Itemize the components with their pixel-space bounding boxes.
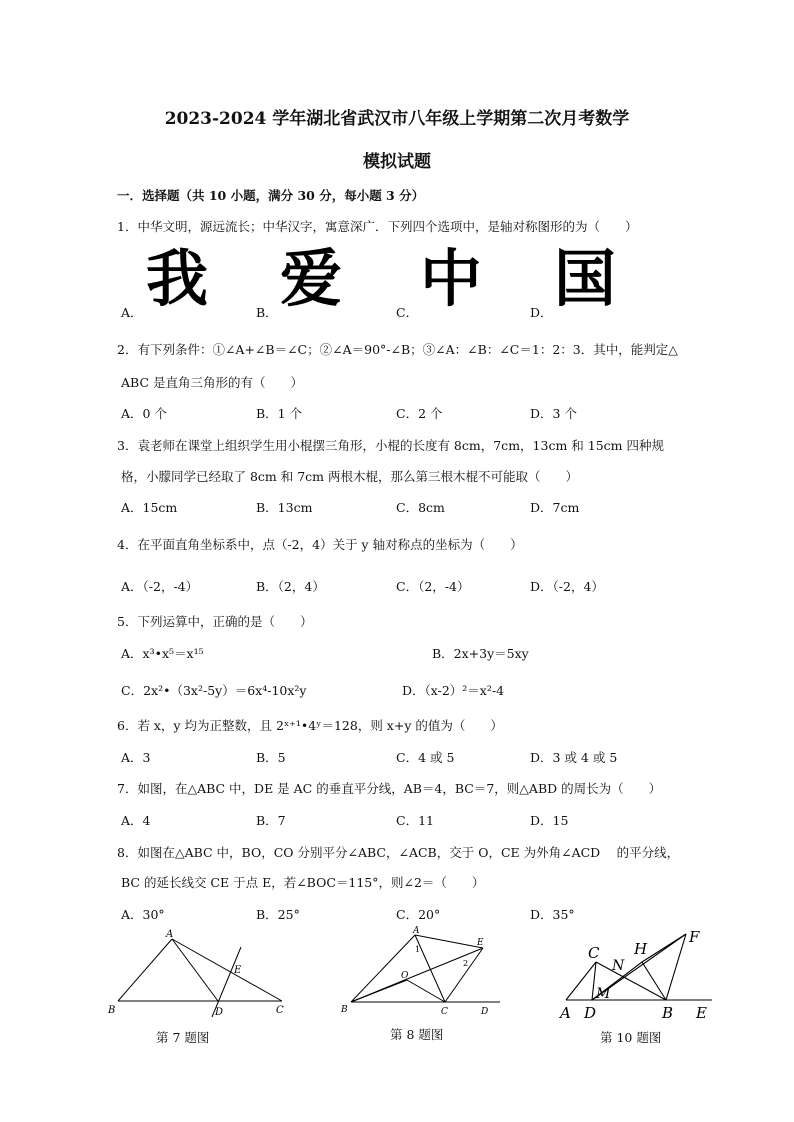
fig7-label-c: C <box>276 1005 284 1016</box>
q8-stem-line1: 8．如图在△ABC 中，BO，CO 分别平分∠ABC，∠ACB，交于 O，CE 为外角∠ACD 的平分线， <box>117 845 680 860</box>
fig10-label-a: A <box>560 1004 571 1022</box>
q6-option-c: C．4 或 5 <box>396 750 455 765</box>
q3-option-b: B．13cm <box>256 500 313 515</box>
q4-stem: 4．在平面直角坐标系中，点（-2，4）关于 y 轴对称点的坐标为（ ） <box>117 537 523 552</box>
q6-option-d: D．3 或 4 或 5 <box>530 750 618 765</box>
q1-option-c: C． <box>396 305 419 320</box>
fig8-caption: 第 8 题图 <box>390 1027 444 1042</box>
section-heading: 一．选择题（共 10 小题，满分 30 分，每小题 3 分） <box>117 188 425 203</box>
q6-option-b: B．5 <box>256 750 286 765</box>
q1-glyph-zhong: 中 <box>420 242 483 315</box>
q8-stem-line2: BC 的延长线交 CE 于点 E，若∠BOC＝115°，则∠2＝（ ） <box>121 875 485 890</box>
q5-option-c: C．2x²•（3x²-5y）＝6x⁴-10x²y <box>121 683 307 698</box>
q2-option-b: B．1 个 <box>256 406 303 421</box>
q3-option-c: C．8cm <box>396 500 445 515</box>
q3-option-a: A．15cm <box>121 500 178 515</box>
fig10-label-d: D <box>584 1004 597 1022</box>
q5-option-b: B．2x+3y＝5xy <box>432 646 529 661</box>
q5-option-a: A．x³•x⁵＝x¹⁵ <box>121 646 204 661</box>
q7-option-a: A．4 <box>121 813 151 828</box>
q8-option-c: C．20° <box>396 907 441 922</box>
q2-option-c: C．2 个 <box>396 406 443 421</box>
fig10-label-e: E <box>696 1004 707 1022</box>
q4-option-b: B．（2，4） <box>256 579 325 594</box>
q5-option-d: D．（x-2）²＝x²-4 <box>402 683 505 698</box>
fig10-label-m: M <box>596 986 611 1002</box>
figure-8 <box>335 920 510 1025</box>
fig10-label-b: B <box>662 1004 674 1022</box>
q2-option-a: A．0 个 <box>121 406 167 421</box>
q1-stem: 1．中华文明，源远流长；中华汉字，寓意深广．下列四个选项中，是轴对称图形的为（ ） <box>117 219 638 234</box>
q2-stem-line1: 2．有下列条件：①∠A+∠B＝∠C；②∠A＝90°-∠B；③∠A：∠B：∠C＝1：2：3．其中，能判定△ <box>117 342 678 357</box>
q3-stem-line1: 3．袁老师在课堂上组织学生用小棍摆三角形，小棍的长度有 8cm，7cm，13cm 和 15cm 四种规 <box>117 438 664 453</box>
q1-glyph-ai: 爱 <box>280 242 343 315</box>
figure-10 <box>552 920 722 1028</box>
fig7-caption: 第 7 题图 <box>156 1030 210 1045</box>
q3-stem-line2: 格，小朦同学已经取了 8cm 和 7cm 两根木棍，那么第三根木棍不可能取（ ） <box>121 469 579 484</box>
figure-7 <box>100 925 300 1025</box>
fig8-label-e: E <box>477 938 484 948</box>
q5-stem: 5．下列运算中，正确的是（ ） <box>117 614 313 629</box>
fig8-label-a: A <box>413 926 420 936</box>
fig10-label-h: H <box>634 940 648 958</box>
fig8-label-b: B <box>341 1005 348 1015</box>
q7-option-c: C．11 <box>396 813 434 828</box>
fig7-label-e: E <box>234 965 242 976</box>
q2-stem-line2: ABC 是直角三角形的有（ ） <box>121 375 303 390</box>
q8-option-a: A．30° <box>121 907 165 922</box>
q2-option-d: D．3 个 <box>530 406 577 421</box>
q1-option-a: A． <box>121 305 143 320</box>
q6-option-a: A．3 <box>121 750 151 765</box>
fig8-label-c: C <box>441 1007 448 1017</box>
fig8-label-o: O <box>401 971 409 981</box>
fig8-label-d: D <box>481 1007 489 1017</box>
q4-option-a: A．（-2，-4） <box>121 579 199 594</box>
fig10-caption: 第 10 题图 <box>600 1030 662 1045</box>
q1-glyph-guo: 国 <box>554 242 617 315</box>
q7-stem: 7．如图，在△ABC 中，DE 是 AC 的垂直平分线，AB＝4，BC＝7，则△ABD 的周长为（ ） <box>117 781 662 796</box>
q4-option-d: D．（-2，4） <box>530 579 604 594</box>
q6-stem: 6．若 x，y 均为正整数，且 2ˣ⁺¹•4ʸ＝128，则 x+y 的值为（ ） <box>117 718 503 733</box>
fig10-label-f: F <box>689 928 700 946</box>
q7-option-d: D．15 <box>530 813 569 828</box>
fig7-label-b: B <box>108 1005 116 1016</box>
fig10-label-n: N <box>612 958 625 974</box>
fig8-label-1: 1 <box>415 945 421 954</box>
q1-option-d: D． <box>530 305 553 320</box>
paper-title-line1: 2023-2024 学年湖北省武汉市八年级上学期第二次月考数学 <box>164 109 630 129</box>
q8-option-b: B．25° <box>256 907 300 922</box>
q4-option-c: C．（2，-4） <box>396 579 470 594</box>
q3-option-d: D．7cm <box>530 500 580 515</box>
q7-option-b: B．7 <box>256 813 286 828</box>
q8-option-d: D．35° <box>530 907 575 922</box>
paper-title-line2: 模拟试题 <box>363 152 431 172</box>
q1-option-b: B． <box>256 305 278 320</box>
q1-glyph-wo: 我 <box>146 242 209 315</box>
fig7-label-d: D <box>215 1007 224 1018</box>
fig8-label-2: 2 <box>463 959 469 968</box>
fig7-label-a: A <box>166 929 174 940</box>
fig10-label-c: C <box>588 944 600 962</box>
